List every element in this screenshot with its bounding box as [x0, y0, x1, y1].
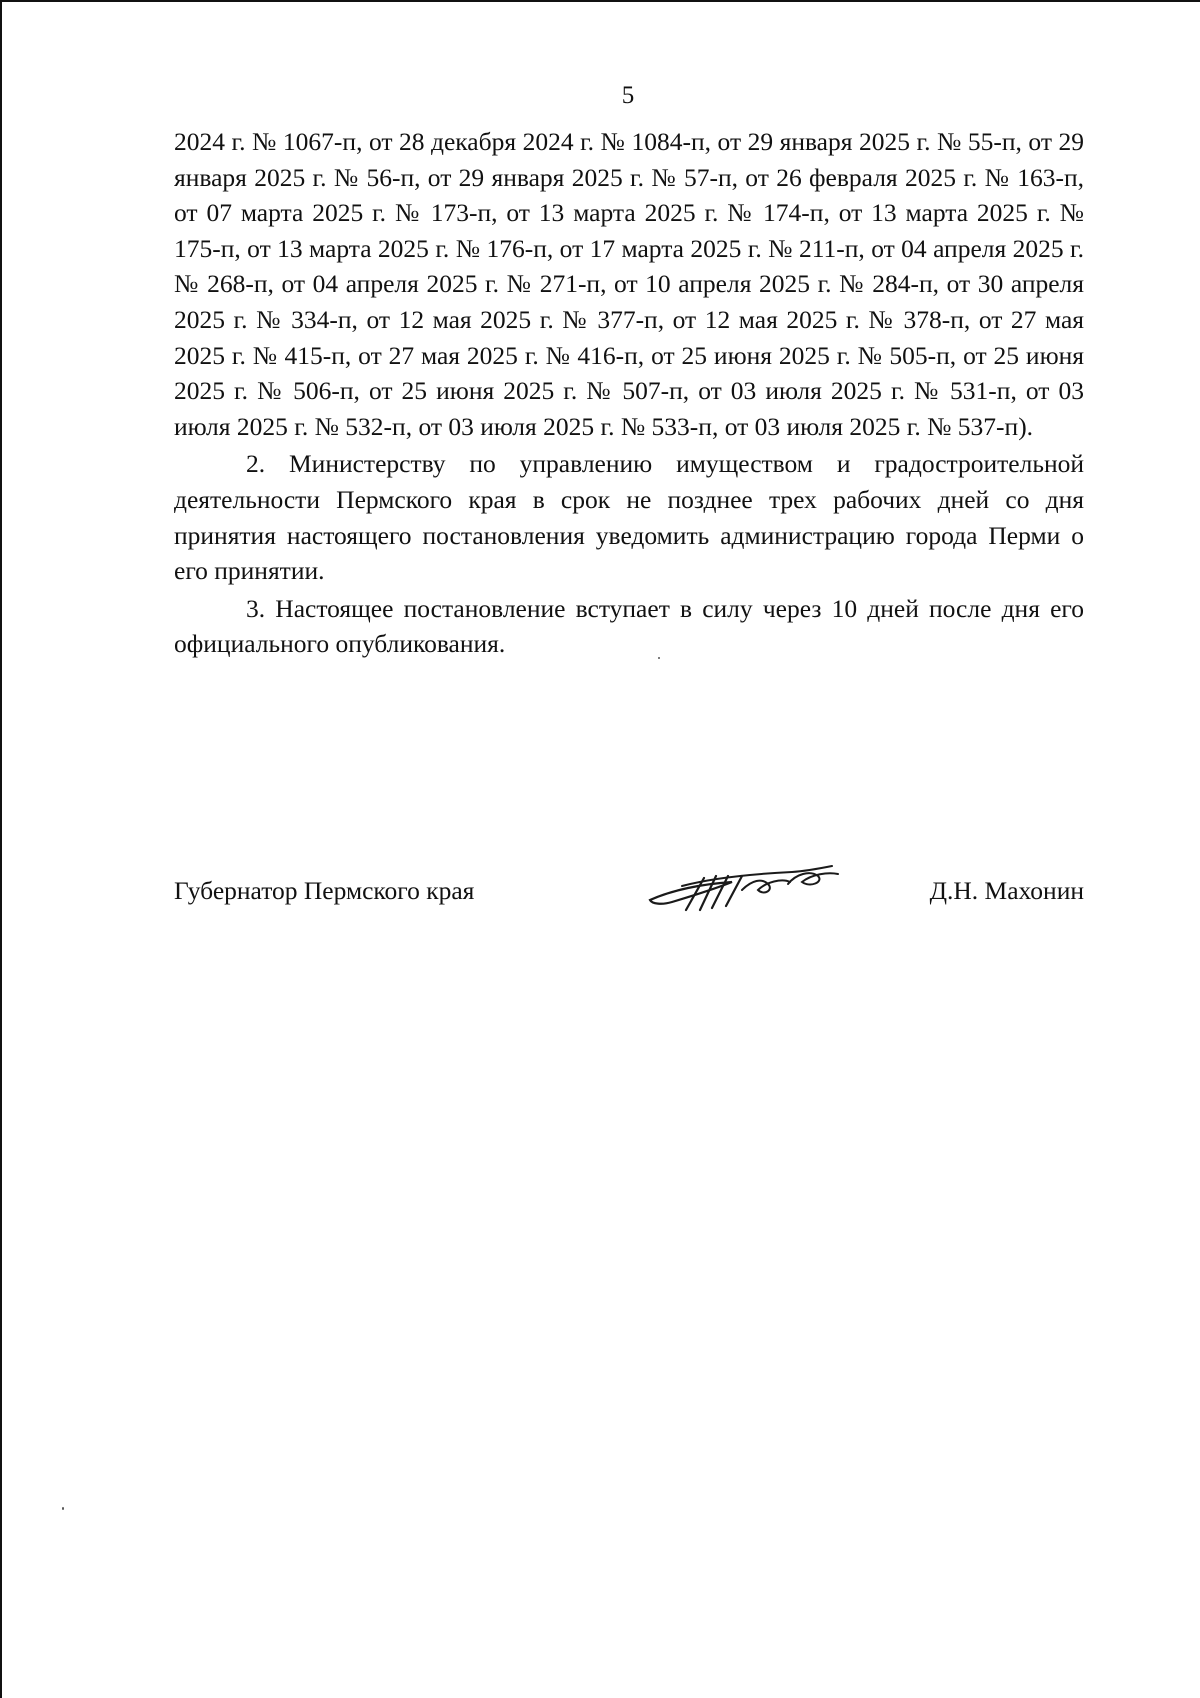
- handwritten-signature: [642, 860, 852, 920]
- scan-speck: [658, 657, 660, 659]
- signature-block: [174, 860, 1084, 920]
- clause-3-paragraph: 3. Настоящее постановление вступает в силу через 10 дней после дня его официального опубликования.: [174, 593, 1084, 659]
- signer-title: Губернатор Пермского края: [174, 876, 475, 905]
- scan-speck: [62, 1507, 64, 1510]
- clause-2-paragraph: 2. Министерству по управлению имуществом и градостроительной деятельности Пермского края в срок не позднее трех рабочих дней со дня принятия настоящего постановления уведомить администрацию города Перми о его принятии.: [174, 449, 1084, 586]
- page-number: 5: [621, 82, 635, 109]
- document-body: [174, 124, 1084, 664]
- continuation-paragraph: 2024 г. № 1067-п, от 28 декабря 2024 г. № 1084-п, от 29 января 2025 г. № 55-п, от 29 января 2025 г. № 56-п, от 29 января 2025 г. № 57-п, от 26 февраля 2025 г. № 163-п, от 07 марта 2025 г. № 173-п, от 13 марта 2025 г. № 174-п, от 13 марта 2025 г. № 175-п, от 13 марта 2025 г. № 176-п, от 17 марта 2025 г. № 211-п, от 04 апреля 2025 г. № 268-п, от 04 апреля 2025 г. № 271-п, от 10 апреля 2025 г. № 284-п, от 30 апреля 2025 г. № 334-п, от 12 мая 2025 г. № 377-п, от 12 мая 2025 г. № 378-п, от 27 мая 2025 г. № 415-п, от 27 мая 2025 г. № 416-п, от 25 июня 2025 г. № 505-п, от 25 июня 2025 г. № 506-п, от 25 июня 2025 г. № 507-п, от 03 июля 2025 г. № 531-п, от 03 июля 2025 г. № 532-п, от 03 июля 2025 г. № 533-п, от 03 июля 2025 г. № 537-п).: [174, 127, 1084, 441]
- signer-name: Д.Н. Махонин: [929, 876, 1084, 905]
